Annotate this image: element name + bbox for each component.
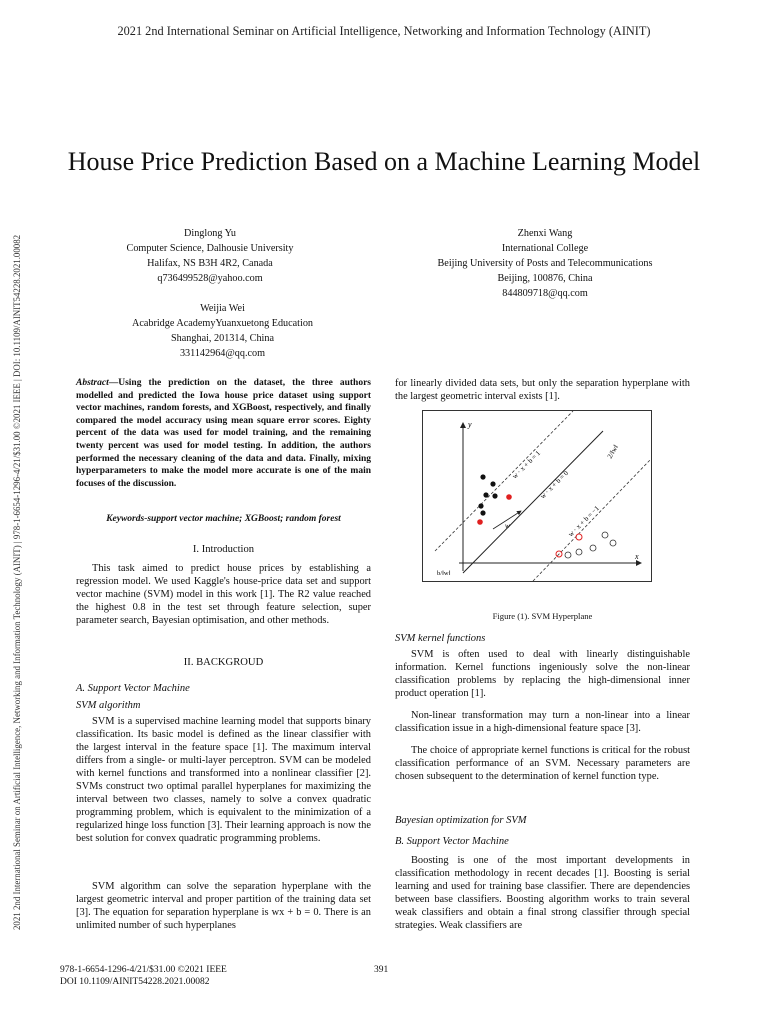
author-block-2: Zhenxi Wang International College Beijing University of Posts and Telecommunications Beijing, 100876, China 844809718@qq.com	[437, 228, 653, 299]
abstract: Abstract—Using the prediction on the dataset, the three authors modelled and predicted the Iowa house price dataset using support vector machines, random forests, and XGBoost, respectively, and finally compared the model accuracy using mean square error scores. Eighty percent of the data was used for model training, and the remaining twenty percent was used for model testing. In addition, the authors performed the necessary cleaning of the data and data. Finally, mixing hyperparameters to make the model more accurate is one of the main focuses of the discussion.	[76, 378, 371, 489]
conference-header: 2021 2nd International Seminar on Artificial Intelligence, Networking and Information Technology (AINIT)	[117, 24, 651, 38]
svm-algorithm-text: SVM is a supervised machine learning model that supports binary classification. Its basic model is defined as the linear classifier with the largest interval in the feature space [1]. The maximum interval differs from a single- or multi-layer perceptron. SVM can be modeled with kernel functions and transformed into a nonlinear classifier [2]. SVMs construct two optimal parallel hyperplanes for maximizing the interval between two classes, namely to solve a convex quadratic programming problem, which is equivalent to the minimization of a regularized hinge loss function [3]. Their learning approach is now the best solution for convex quadratic programming problems.	[76, 716, 371, 844]
label-zero: w · x + b = 0	[538, 469, 571, 501]
svm-diagram	[423, 411, 651, 581]
subsection-a-heading: A. Support Vector Machine	[76, 683, 190, 694]
section-2-heading: II. BACKGROUD	[183, 657, 264, 668]
boosting-text: Boosting is one of the most important developments in classification methodology in recent decades [1]. Boosting is serial learning and used for training base classifier. There are dependencies between base classifiers. Boosting algorithm works to train several weak classifiers and obtain a final strong classifier through special strategies. Weak classifiers are	[395, 855, 690, 931]
intro-text: This task aimed to predict house prices by establishing a regression model. We used Kaggle's house-price data set and support vector machine (SVM) model in this work [1]. The R2 value reached the highest 0.8 in the test set through feature selection, super parameter search, Bayesian optimisation, and other methods.	[76, 563, 371, 626]
y-axis-label: y	[468, 420, 472, 429]
author-block-1: Dinglong Yu Computer Science, Dalhousie University Halifax, NS B3H 4R2, Canada q736499528@yahoo.com	[126, 228, 294, 284]
kernel-text: SVM is often used to deal with linearly distinguishable information. Kernel functions ingeniously solve the non-linear classification problems by replacing the high-dimensional inner product operation [1]. Non-linear transformation may turn a non-linear into a linear classification issue in a high-dimensional feature space [3]. The choice of appropriate kernel functions is critical for the robust classification performance of an SVM. Necessary parameters are chosen subsequent to the determination of kernel function type.	[395, 649, 690, 782]
svm-hyperplane-figure	[422, 410, 652, 582]
w-label: w	[505, 522, 510, 530]
label-minus: w · x + b = −1	[566, 504, 601, 539]
offset-label: b/‖w‖	[437, 570, 451, 577]
margin-label: 2/‖w‖	[605, 443, 620, 460]
svm-algorithm-heading: SVM algorithm	[76, 700, 141, 711]
kernel-heading: SVM kernel functions	[395, 633, 486, 644]
svm-algorithm-text-2: SVM algorithm can solve the separation hyperplane with the largest geometric interval and proper partition of the training data set [3]. The equation for separation hyperplane is wx + b = 0. There is an unlimited number of such hyperplanes	[76, 881, 371, 931]
bayesian-heading: Bayesian optimization for SVM	[395, 815, 527, 826]
class-positive-points	[477, 474, 512, 524]
side-note: 2021 2nd International Seminar on Artificial Intelligence, Networking and Information Technology (AINIT) | 978-1-6654-1296-4/21/$31.00 ©2021 IEEE | DOI: 10.1109/AINIT54228.2021.00082	[12, 234, 22, 930]
page-number: 391	[374, 965, 389, 975]
footer-doi: 978-1-6654-1296-4/21/$31.00 ©2021 IEEE DOI 10.1109/AINIT54228.2021.00082	[60, 965, 227, 987]
right-column-continuation: for linearly divided data sets, but only the separation hyperplane with the largest geometric interval exists [1].	[395, 378, 690, 402]
x-axis-label: x	[635, 552, 639, 561]
figure-caption: Figure (1). SVM Hyperplane	[492, 611, 593, 621]
section-1-heading: I. Introduction	[192, 544, 255, 555]
subsection-b-heading: B. Support Vector Machine	[395, 836, 509, 847]
paper-title: House Price Prediction Based on a Machine Learning Model	[67, 147, 701, 176]
class-negative-points	[556, 532, 616, 558]
keywords: Keywords-support vector machine; XGBoost; random forest	[106, 514, 341, 524]
author-block-3: Weijia Wei Acabridge AcademyYuanxuetong Education Shanghai, 201314, China 331142964@qq.com	[131, 303, 314, 359]
label-plus: w · x + b = 1	[510, 449, 543, 481]
